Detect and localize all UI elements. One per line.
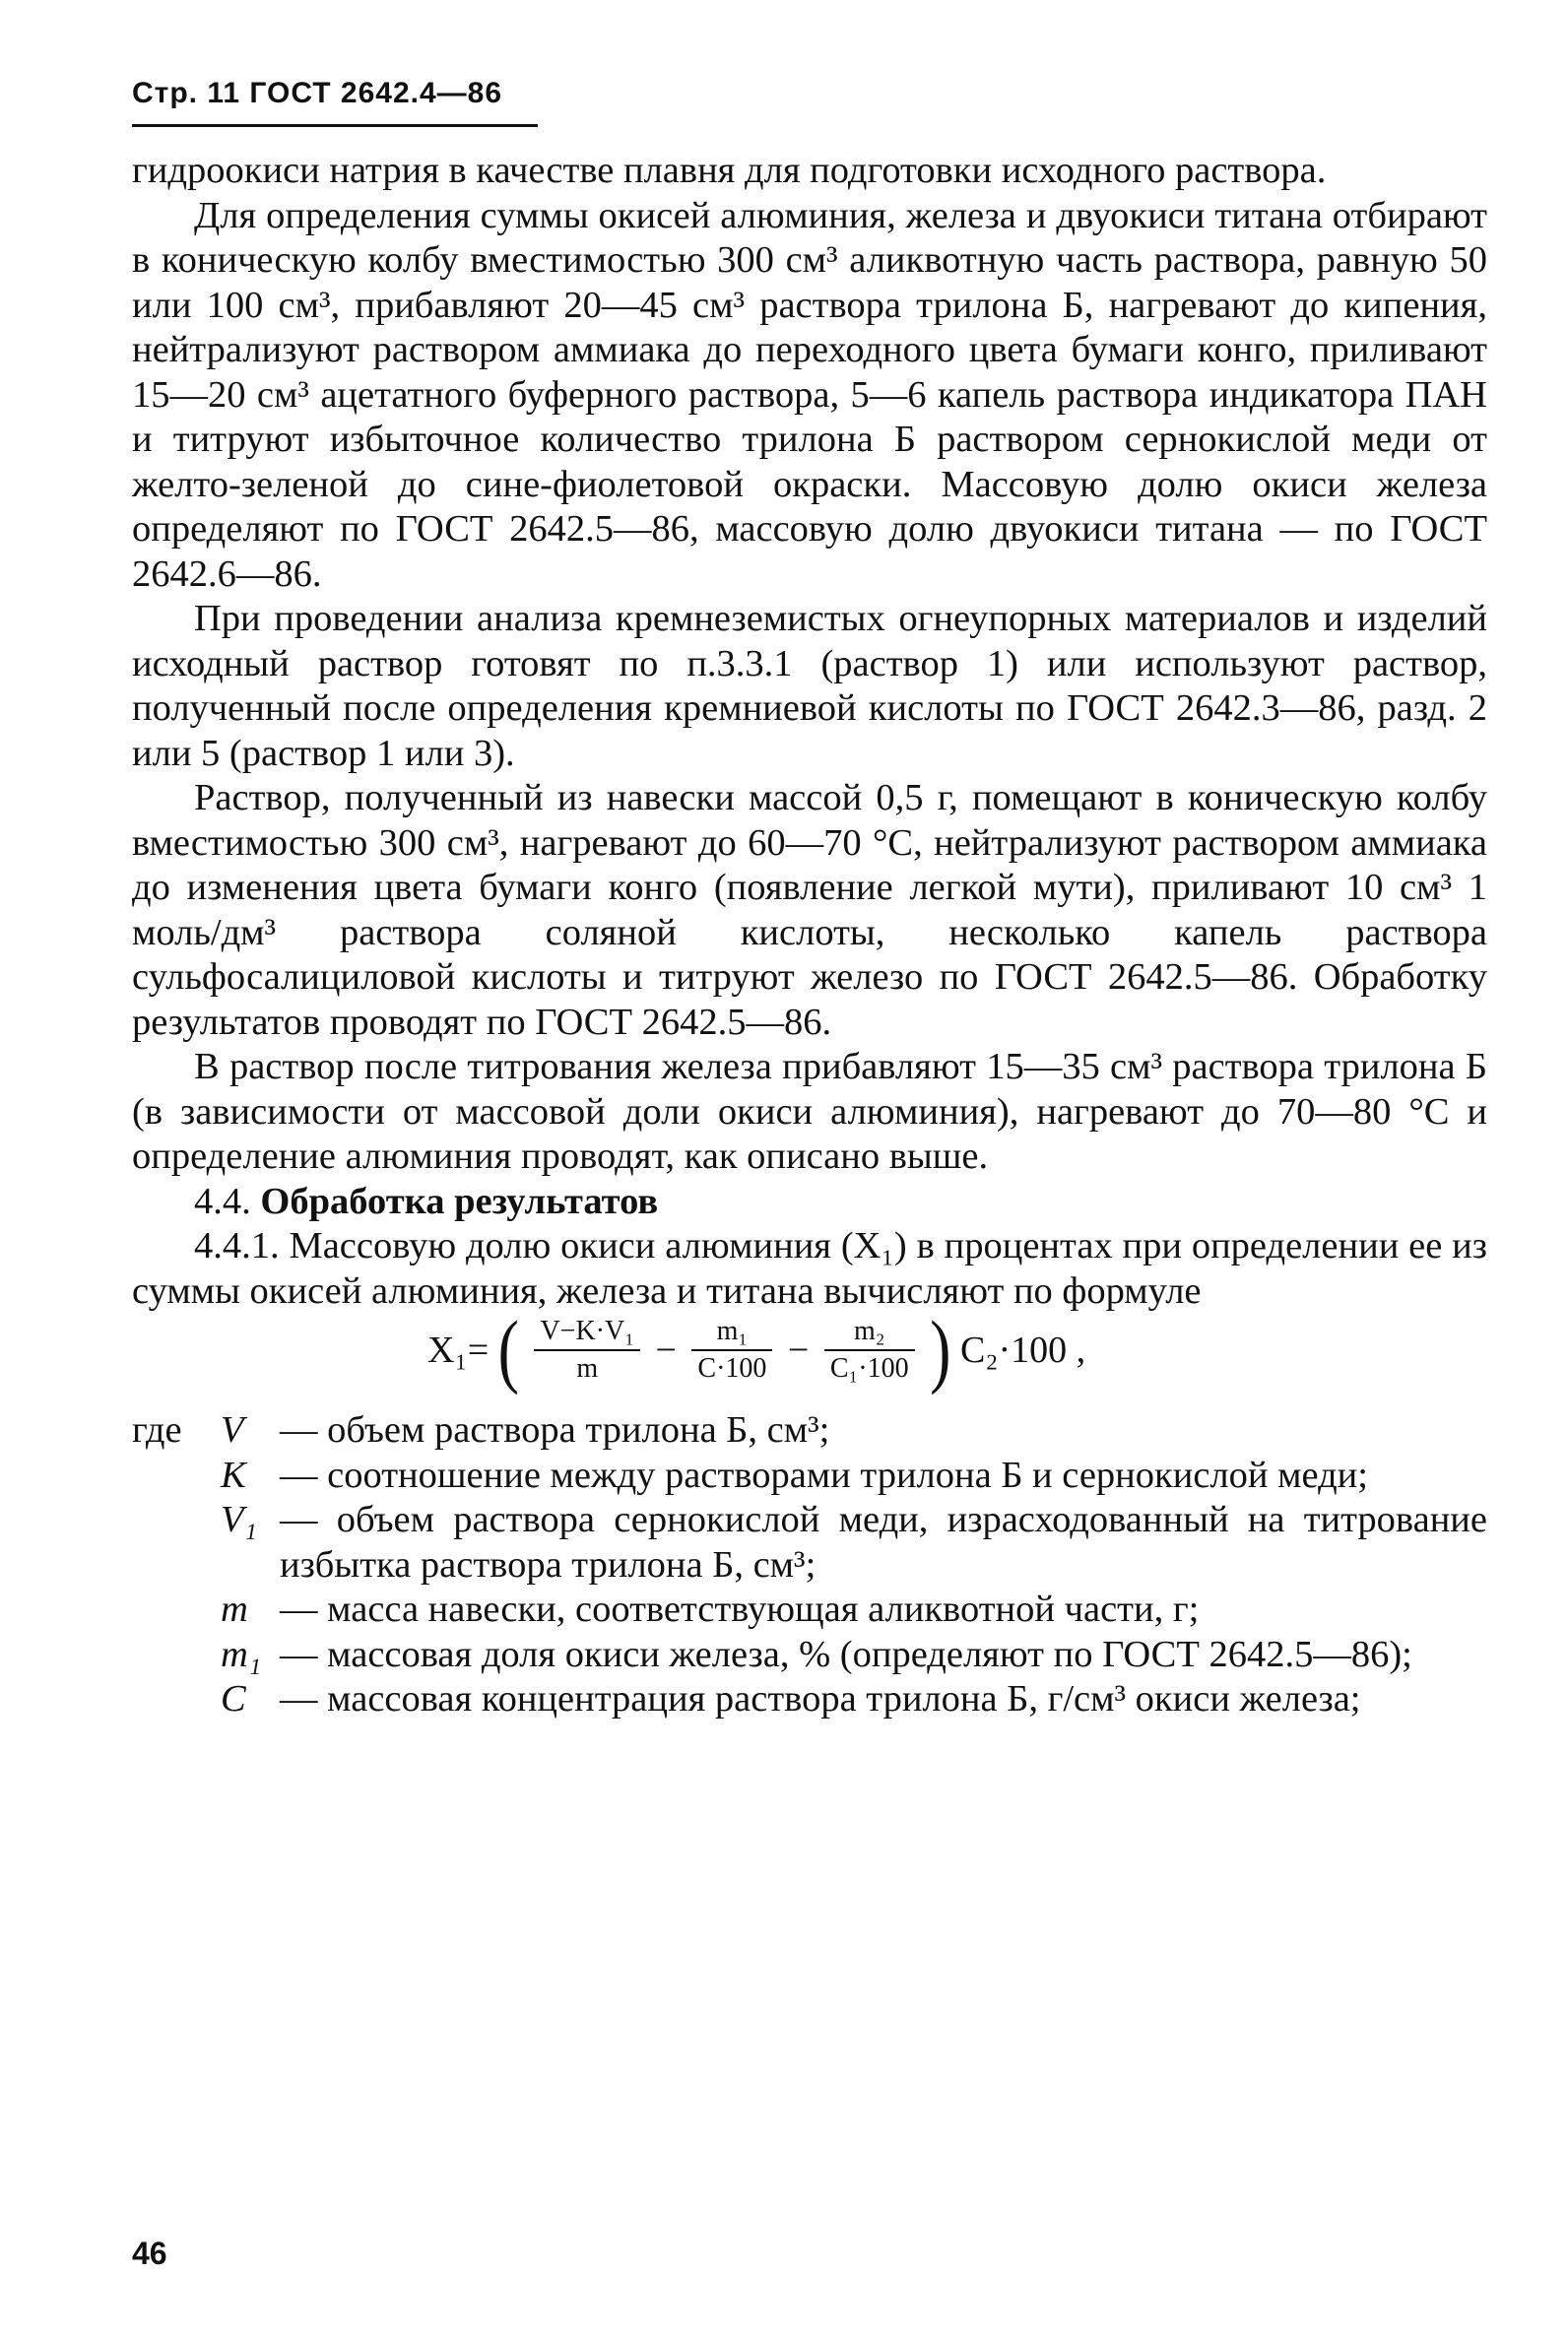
paragraph-siliceous-materials: При проведении анализа кремнеземистых огнеупорных материалов и изделий исходный раствор готовят по п.3.3.1 (раствор 1) или используют раствор, полученный после определения кремниевой кислоты по ГОСТ 2642.3—86, разд. 2 или 5 (раствор 1 или 3). xyxy=(132,598,1487,774)
definition-text: — масса навески, соответствующая аликвотной части, г; xyxy=(280,1589,1200,1630)
definition-row xyxy=(132,1408,1487,1454)
definition-text: — массовая доля окиси железа, % (определяют по ГОСТ 2642.5—86); xyxy=(280,1633,1412,1675)
definition-symbol: V₁ xyxy=(221,1499,257,1540)
fraction-2-numerator: m₁ xyxy=(691,1318,772,1351)
definition-text: — объем раствора трилона Б, см³; xyxy=(280,1409,830,1451)
paragraph-sample-solution: Раствор, полученный из навески массой 0,5 г, помещают в коническую колбу вместимостью 300 см³, нагревают до 60—70 °С, нейтрализуют раствором аммиака до изменения цвета бумаги конго (появление легкой мути), приливают 10 см³ 1 моль/дм³ раствора соляной кислоты, несколько капель раствора сульфосалициловой кислоты и титруют железо по ГОСТ 2642.5—86. Обработку результатов проводят по ГОСТ 2642.5—86. xyxy=(132,777,1487,1043)
fraction-1-denominator: m xyxy=(576,1353,599,1384)
definition-text: — объем раствора сернокислой меди, израсходованный на титрование избытка раствора трилона Б, см³; xyxy=(280,1499,1487,1586)
fraction-3-numerator: m₂ xyxy=(824,1318,915,1351)
page-header: Стр. 11 ГОСТ 2642.4—86 xyxy=(132,77,503,109)
definition-text: — массовая концентрация раствора трилона Б, г/см³ окиси железа; xyxy=(280,1678,1361,1720)
formula-block xyxy=(132,1304,1487,1402)
header-rule xyxy=(132,124,538,127)
formula-x1 xyxy=(427,1304,1086,1396)
paragraph-sum-of-oxides: Для определения суммы окисей алюминия, железа и двуокиси титана отбирают в коническую колбу вместимостью 300 см³ аликвотную часть раствора, равную 50 или 100 см³, прибавляют 20—45 см³ раствора трилона Б, нагревают до кипения, нейтрализуют раствором аммиака до переходного цвета бумаги конго, приливают 15—20 см³ ацетатного буферного раствора, 5—6 капель раствора индикатора ПАН и титруют избыточное количество трилона Б раствором сернокислой меди от желто-зеленой до сине-фиолетовой окраски. Массовую долю окиси железа определяют по ГОСТ 2642.5—86, массовую долю двуокиси титана — по ГОСТ 2642.6—86. xyxy=(132,194,1487,595)
section-number: 4.4. xyxy=(194,1180,251,1222)
definition-row xyxy=(132,1677,1487,1722)
formula-paren-open: ( xyxy=(497,1304,519,1396)
definition-row xyxy=(132,1498,1487,1588)
formula-fraction-2 xyxy=(691,1318,772,1383)
paragraph-after-iron-titration: В раствор после титрования железа прибавляют 15—35 см³ раствора трилона Б (в зависимости от массовой доли окиси алюминия), нагревают до 70—80 °С и определение алюминия проводят, как описано выше. xyxy=(132,1046,1487,1177)
formula-minus-1: − xyxy=(655,1330,677,1371)
fraction-1-numerator: V−K·V₁ xyxy=(534,1318,640,1351)
formula-paren-close: ) xyxy=(930,1304,951,1396)
definition-row xyxy=(132,1633,1487,1678)
fraction-3-denominator: C₁·100 xyxy=(829,1353,909,1384)
formula-lhs: X₁= xyxy=(427,1330,490,1371)
definitions-lead-word: где xyxy=(132,1409,182,1451)
definition-row xyxy=(132,1454,1487,1499)
body-text xyxy=(132,149,1487,1314)
paragraph-continuation: гидроокиси натрия в качестве плавня для подготовки исходного раствора. xyxy=(132,150,1327,191)
definition-symbol: m xyxy=(221,1589,248,1630)
definition-text: — соотношение между растворами трилона Б и сернокислой меди; xyxy=(280,1454,1368,1496)
formula-minus-2: − xyxy=(787,1330,810,1371)
definition-symbol: m₁ xyxy=(221,1633,262,1675)
formula-fraction-1 xyxy=(534,1318,640,1383)
definition-symbol: C xyxy=(221,1678,246,1720)
fraction-2-denominator: C·100 xyxy=(697,1353,767,1384)
definition-symbol: K xyxy=(221,1454,246,1496)
clause-4-4-1: 4.4.1. Массовую долю окиси алюминия (X₁) в процентах при определении ее из суммы окисей алюминия, железа и титана вычисляют по формуле xyxy=(132,1225,1487,1312)
formula-tail: C₂·100 , xyxy=(959,1330,1086,1371)
variable-definitions xyxy=(132,1408,1487,1722)
definition-row xyxy=(132,1588,1487,1633)
definition-symbol: V xyxy=(221,1409,244,1451)
section-title: Обработка результатов xyxy=(260,1180,659,1222)
page-number: 46 xyxy=(132,2236,167,2271)
section-heading xyxy=(132,1180,1487,1225)
formula-fraction-3 xyxy=(824,1318,915,1383)
document-page xyxy=(132,69,1487,2324)
